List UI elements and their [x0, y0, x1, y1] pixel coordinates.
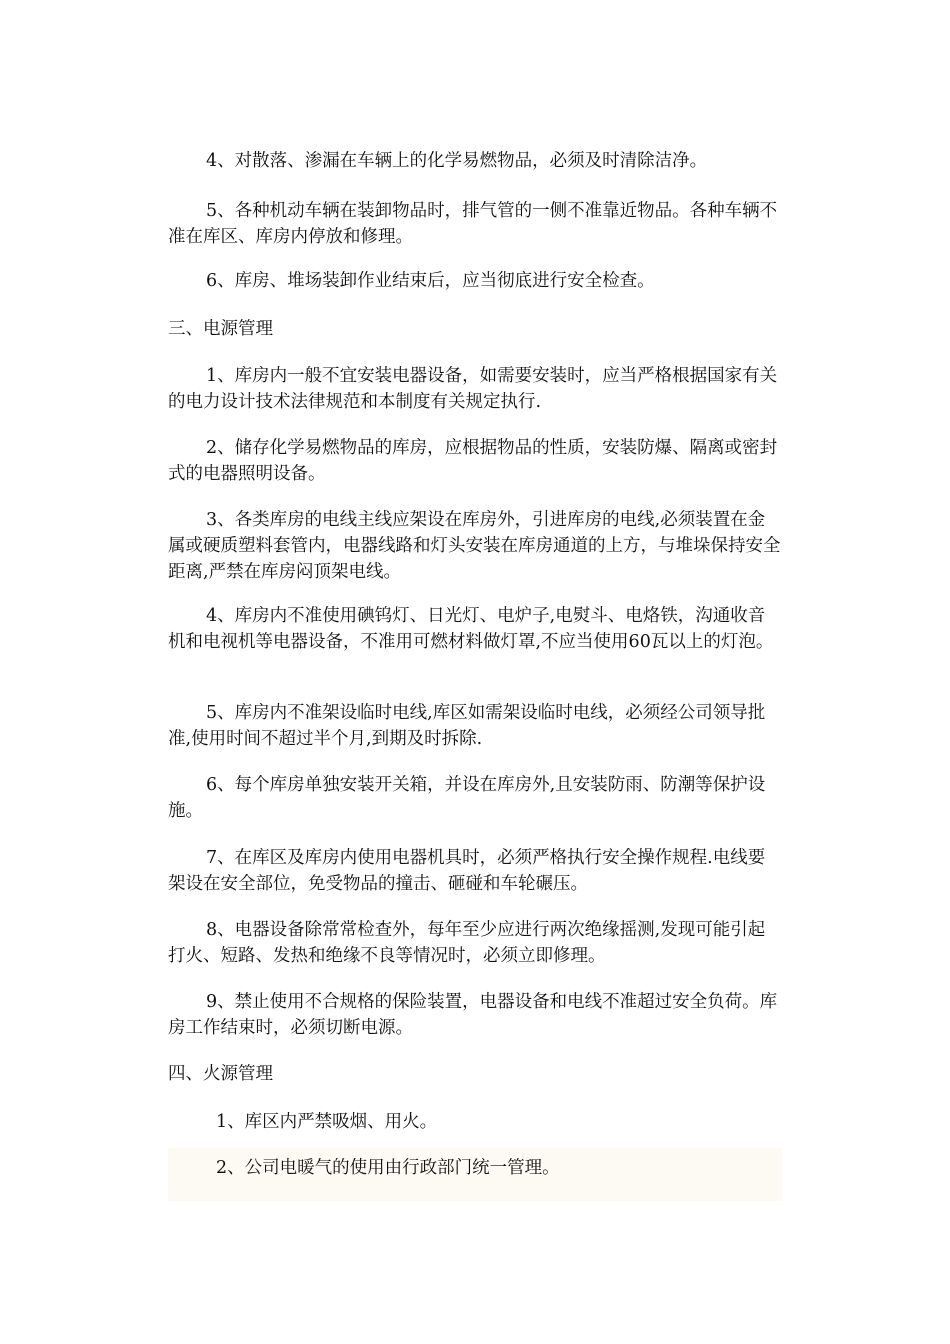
paragraph-fire-2: 2、公司电暖气的使用由行政部门统一管理。 [216, 1158, 560, 1178]
section-heading-power: 三、电源管理 [168, 319, 273, 339]
paragraph-loading-6: 6、库房、堆场装卸作业结束后，应当彻底进行安全检查。 [206, 271, 655, 291]
paragraph-power-3: 3、各类库房的电线主线应架设在库房外，引进库房的电线,必须装置在金属或硬质塑料套管内，电器线路和灯头安装在库房通道的上方，与堆垛保持安全距离,严禁在库房闷顶架电线。 [168, 510, 781, 582]
section-heading-fire: 四、火源管理 [168, 1064, 273, 1084]
paragraph-power-4: 4、库房内不准使用碘钨灯、日光灯、电炉子,电熨斗、电烙铁，沟通收音机和电视机等电器设备，不准用可燃材料做灯罩,不应当使用60瓦以上的灯泡。 [168, 606, 774, 652]
paragraph-power-6: 6、每个库房单独安装开关箱，并设在库房外,且安装防雨、防潮等保护设施。 [168, 775, 766, 821]
paragraph-fire-1: 1、库区内严禁吸烟、用火。 [216, 1112, 438, 1132]
paragraph-power-5: 5、库房内不准架设临时电线,库区如需架设临时电线，必须经公司领导批准,使用时间不超过半个月,到期及时拆除. [168, 703, 766, 749]
paragraph-loading-4: 4、对散落、渗漏在车辆上的化学易燃物品，必须及时清除洁净。 [206, 151, 708, 171]
paragraph-power-2: 2、储存化学易燃物品的库房，应根据物品的性质，安装防爆、隔离或密封式的电器照明设备。 [168, 438, 778, 484]
paragraph-power-8: 8、电器设备除常常检查外，每年至少应进行两次绝缘摇测,发现可能引起打火、短路、发热和绝缘不良等情况时，必须立即修理。 [168, 920, 766, 966]
paragraph-power-1: 1、库房内一般不宜安装电器设备，如需要安装时，应当严格根据国家有关的电力设计技术法律规范和本制度有关规定执行. [168, 366, 778, 412]
paragraph-loading-5: 5、各种机动车辆在装卸物品时，排气管的一侧不准靠近物品。各种车辆不准在库区、库房内停放和修理。 [168, 201, 778, 247]
paragraph-power-9: 9、禁止使用不合规格的保险装置，电器设备和电线不准超过安全负荷。库房工作结束时，必须切断电源。 [168, 992, 778, 1038]
paragraph-power-7: 7、在库区及库房内使用电器机具时，必须严格执行安全操作规程.电线要架设在安全部位，免受物品的撞击、砸碰和车轮碾压。 [168, 848, 766, 894]
